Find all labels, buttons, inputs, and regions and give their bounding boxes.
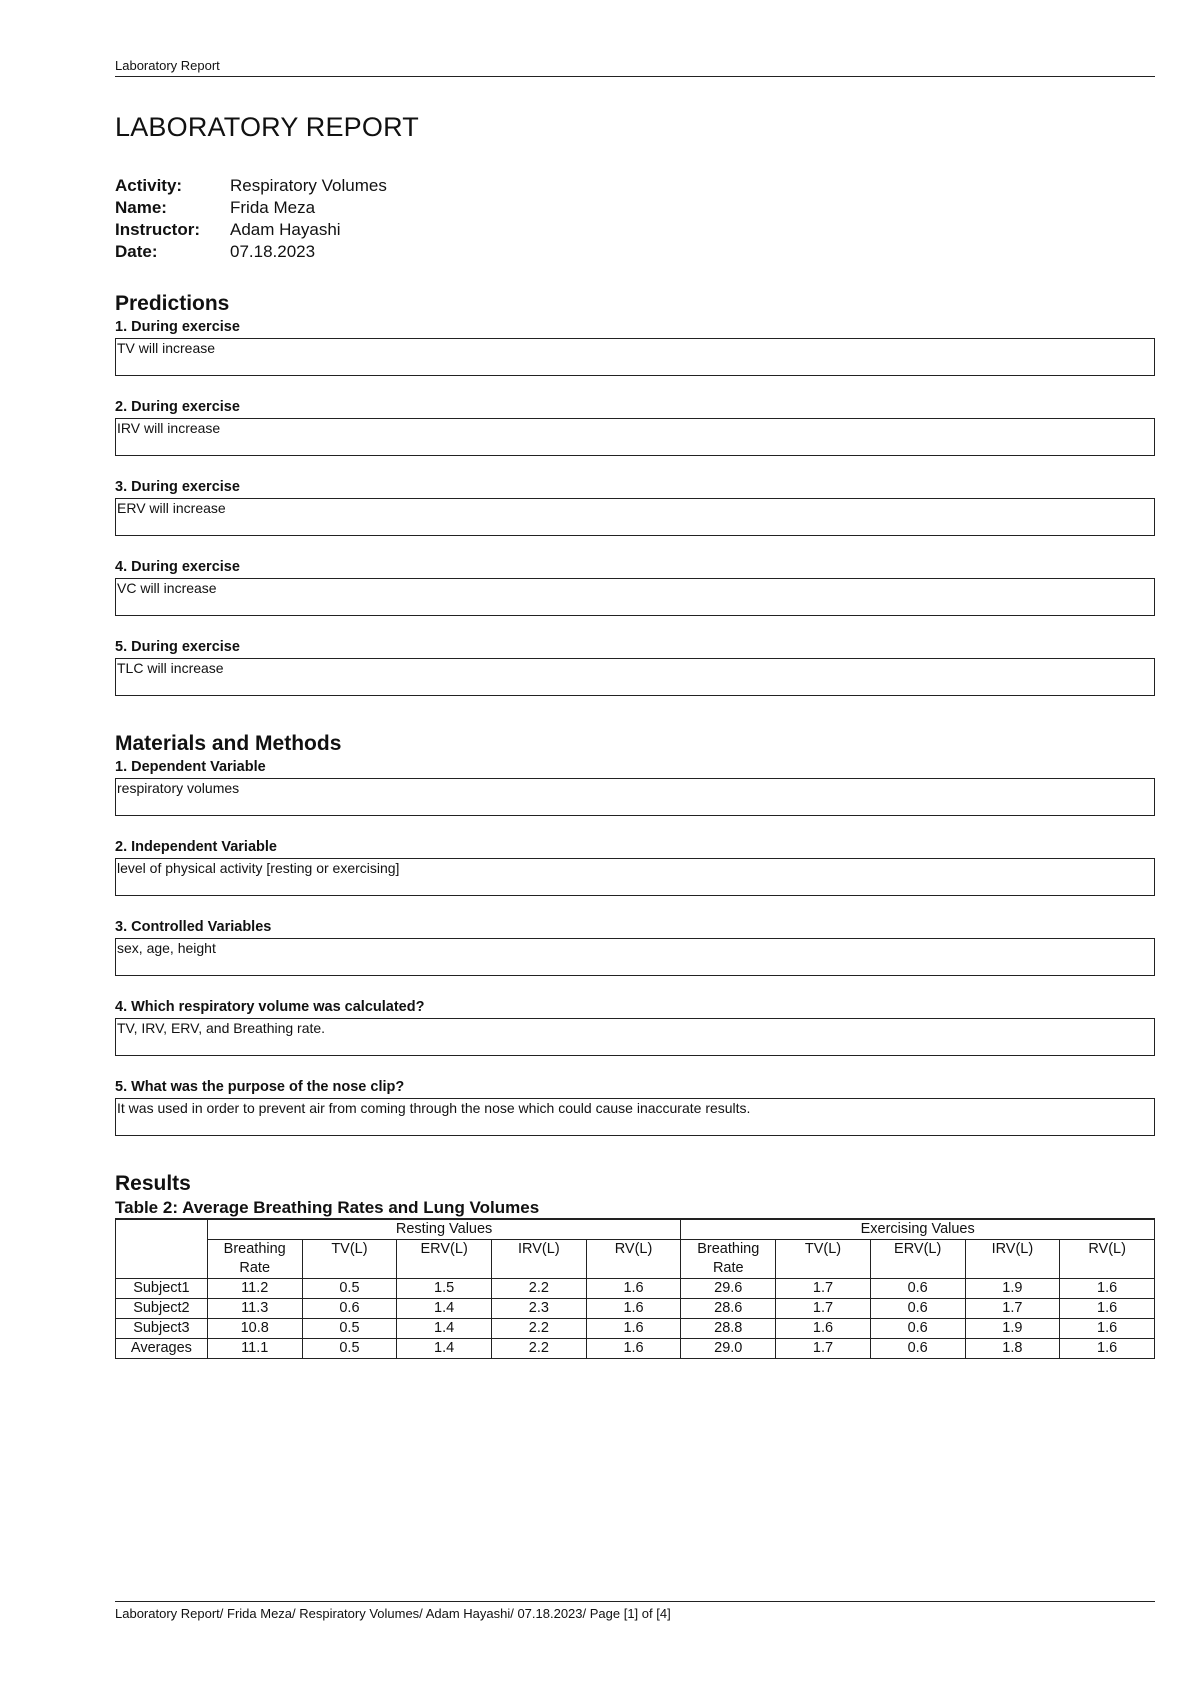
table-cell: 1.7	[776, 1299, 871, 1319]
table-cell: 0.6	[870, 1299, 965, 1319]
question-label: 2. During exercise	[115, 399, 240, 415]
table-cell: 28.6	[681, 1299, 776, 1319]
answer-field[interactable]: TLC will increase	[115, 658, 1155, 696]
column-header: RV(L)	[586, 1240, 681, 1279]
table-title: Table 2: Average Breathing Rates and Lung Volumes	[115, 1198, 540, 1217]
table-cell: 0.6	[870, 1279, 965, 1299]
table-cell: 1.6	[1060, 1339, 1155, 1359]
answer-field[interactable]: level of physical activity [resting or exercising]	[115, 858, 1155, 896]
question-label: 1. Dependent Variable	[115, 759, 266, 775]
method-item	[115, 1079, 1155, 1136]
table-cell: 2.2	[492, 1279, 587, 1299]
table-cell: 1.4	[397, 1319, 492, 1339]
question-label: 5. What was the purpose of the nose clip?	[115, 1079, 405, 1095]
table-cell: 28.8	[681, 1319, 776, 1339]
table-cell: 1.9	[965, 1279, 1060, 1299]
prediction-item	[115, 639, 1155, 696]
column-header: ERV(L)	[870, 1240, 965, 1279]
method-item	[115, 919, 1155, 976]
table-cell: 1.6	[1060, 1279, 1155, 1299]
prediction-item	[115, 479, 1155, 536]
table-cell: 1.6	[1060, 1299, 1155, 1319]
table-cell: 1.7	[965, 1299, 1060, 1319]
table-cell: 1.7	[776, 1279, 871, 1299]
answer-field[interactable]: TV will increase	[115, 338, 1155, 376]
row-label: Averages	[116, 1339, 208, 1359]
table-cell: 1.8	[965, 1339, 1060, 1359]
answer-field[interactable]: respiratory volumes	[115, 778, 1155, 816]
table-row	[116, 1279, 1155, 1299]
table-cell: 1.6	[586, 1339, 681, 1359]
meta-instructor	[115, 220, 387, 242]
column-header: IRV(L)	[492, 1240, 587, 1279]
running-footer: Laboratory Report/ Frida Meza/ Respiratory Volumes/ Adam Hayashi/ 07.18.2023/ Page [1] of [4]	[115, 1601, 1155, 1621]
question-label: 1. During exercise	[115, 319, 240, 335]
row-label: Subject1	[116, 1279, 208, 1299]
column-header: TV(L)	[302, 1240, 397, 1279]
table-cell: 2.3	[492, 1299, 587, 1319]
meta-activity	[115, 176, 387, 198]
table-cell: 1.6	[586, 1299, 681, 1319]
table-row	[116, 1339, 1155, 1359]
running-header: Laboratory Report	[115, 58, 1155, 77]
table-cell: 1.9	[965, 1319, 1060, 1339]
column-header: Breathing Rate	[681, 1240, 776, 1279]
table-cell: 1.6	[1060, 1319, 1155, 1339]
question-label: 4. Which respiratory volume was calculated?	[115, 999, 425, 1015]
meta-value: Respiratory Volumes	[230, 176, 387, 195]
answer-field[interactable]: It was used in order to prevent air from coming through the nose which could cause inaccurate results.	[115, 1098, 1155, 1136]
section-title-methods: Materials and Methods	[115, 732, 342, 755]
column-header: IRV(L)	[965, 1240, 1060, 1279]
method-item	[115, 839, 1155, 896]
meta-date	[115, 242, 387, 264]
table-cell: 1.4	[397, 1299, 492, 1319]
answer-field[interactable]: IRV will increase	[115, 418, 1155, 456]
table-cell: 0.6	[870, 1339, 965, 1359]
table-cell: 11.1	[207, 1339, 302, 1359]
meta-value: Adam Hayashi	[230, 220, 341, 239]
meta-value: 07.18.2023	[230, 242, 316, 261]
results-table	[115, 1218, 1155, 1359]
group-header-exercising: Exercising Values	[681, 1219, 1155, 1240]
table-cell: 0.6	[302, 1299, 397, 1319]
method-item	[115, 999, 1155, 1056]
section-title-results: Results	[115, 1172, 191, 1195]
table-cell: 29.0	[681, 1339, 776, 1359]
column-header: TV(L)	[776, 1240, 871, 1279]
prediction-item	[115, 319, 1155, 376]
table-row	[116, 1319, 1155, 1339]
method-item	[115, 759, 1155, 816]
table-cell: 1.6	[776, 1319, 871, 1339]
answer-field[interactable]: ERV will increase	[115, 498, 1155, 536]
meta-label: Name:	[115, 198, 167, 217]
table-cell: 0.6	[870, 1319, 965, 1339]
table-row	[116, 1299, 1155, 1319]
table-cell: 1.4	[397, 1339, 492, 1359]
answer-field[interactable]: sex, age, height	[115, 938, 1155, 976]
question-label: 2. Independent Variable	[115, 839, 277, 855]
row-label: Subject2	[116, 1299, 208, 1319]
table-cell: 11.3	[207, 1299, 302, 1319]
report-meta	[115, 176, 387, 264]
table-cell: 1.6	[586, 1319, 681, 1339]
table-cell: 1.5	[397, 1279, 492, 1299]
table-cell: 0.5	[302, 1279, 397, 1299]
table-cell: 2.2	[492, 1339, 587, 1359]
table-cell: 1.6	[586, 1279, 681, 1299]
table-cell: 2.2	[492, 1319, 587, 1339]
table-cell: 0.5	[302, 1339, 397, 1359]
table-cell: 29.6	[681, 1279, 776, 1299]
question-label: 3. Controlled Variables	[115, 919, 272, 935]
question-label: 5. During exercise	[115, 639, 240, 655]
group-header-resting: Resting Values	[207, 1219, 681, 1240]
answer-field[interactable]: TV, IRV, ERV, and Breathing rate.	[115, 1018, 1155, 1056]
question-label: 3. During exercise	[115, 479, 240, 495]
meta-value: Frida Meza	[230, 198, 316, 217]
question-label: 4. During exercise	[115, 559, 240, 575]
row-label: Subject3	[116, 1319, 208, 1339]
meta-label: Instructor:	[115, 220, 200, 239]
column-header: Breathing Rate	[207, 1240, 302, 1279]
meta-name	[115, 198, 387, 220]
table-cell: 0.5	[302, 1319, 397, 1339]
column-header: RV(L)	[1060, 1240, 1155, 1279]
meta-label: Date:	[115, 242, 158, 261]
answer-field[interactable]: VC will increase	[115, 578, 1155, 616]
meta-label: Activity:	[115, 176, 183, 195]
table-cell: 11.2	[207, 1279, 302, 1299]
section-title-predictions: Predictions	[115, 292, 230, 315]
results-table-body	[116, 1279, 1155, 1359]
column-header: ERV(L)	[397, 1240, 492, 1279]
table-corner-cell	[116, 1219, 208, 1279]
table-cell: 1.7	[776, 1339, 871, 1359]
prediction-item	[115, 399, 1155, 456]
page-title: LABORATORY REPORT	[115, 112, 419, 142]
table-cell: 10.8	[207, 1319, 302, 1339]
prediction-item	[115, 559, 1155, 616]
